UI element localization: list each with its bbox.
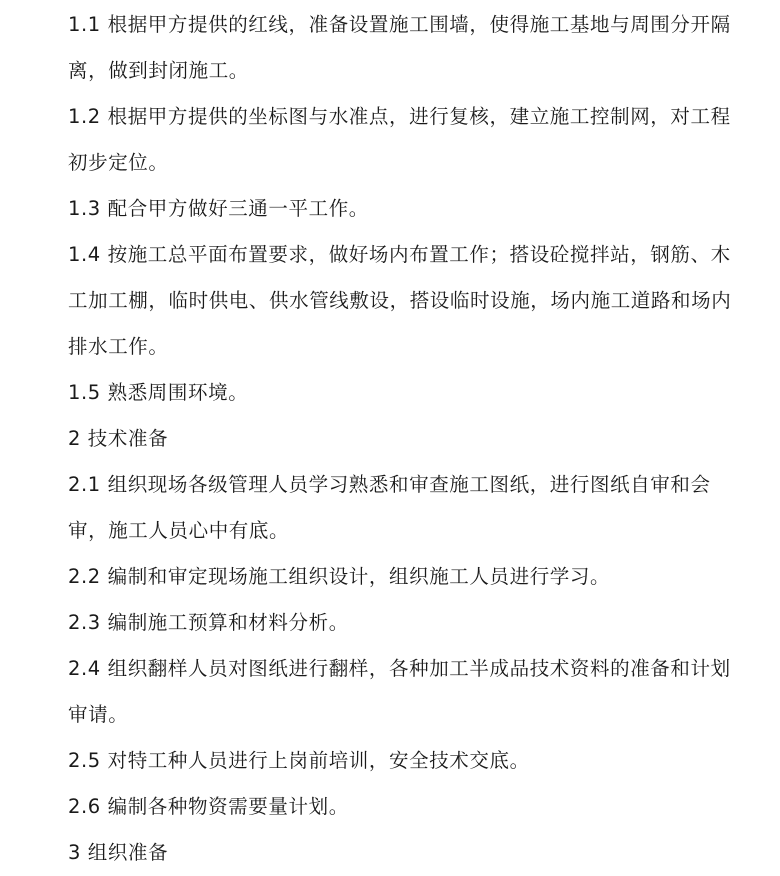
paragraph-2-1: 2.1 组织现场各级管理人员学习熟悉和审查施工图纸，进行图纸自审和会审，施工人员心中有底。 (68, 473, 711, 542)
paragraph-1-2: 1.2 根据甲方提供的坐标图与水准点，进行复核，建立施工控制网，对工程初步定位。 (68, 105, 731, 174)
paragraph-2-4: 2.4 组织翻样人员对图纸进行翻样，各种加工半成品技术资料的准备和计划审请。 (68, 657, 731, 726)
paragraph-2-2: 2.2 编制和审定现场施工组织设计，组织施工人员进行学习。 (68, 565, 611, 588)
paragraph-1-1: 1.1 根据甲方提供的红线，准备设置施工围墙，使得施工基地与周围分开隔离，做到封闭施工。 (68, 13, 731, 82)
paragraph-2-5: 2.5 对特工种人员进行上岗前培训，安全技术交底。 (68, 749, 530, 772)
paragraph-1-4: 1.4 按施工总平面布置要求，做好场内布置工作；搭设砼搅拌站，钢筋、木工加工棚，临时供电、供水管线敷设，搭设临时设施，场内施工道路和场内排水工作。 (68, 243, 732, 358)
paragraph-1-3: 1.3 配合甲方做好三通一平工作。 (68, 197, 369, 220)
section-heading-3: 3 组织准备 (68, 841, 169, 864)
section-heading-2: 2 技术准备 (68, 427, 169, 450)
document-body (68, 2, 748, 876)
paragraph-2-6: 2.6 编制各种物资需要量计划。 (68, 795, 349, 818)
paragraph-2-3: 2.3 编制施工预算和材料分析。 (68, 611, 349, 634)
paragraph-1-5: 1.5 熟悉周围环境。 (68, 381, 249, 404)
